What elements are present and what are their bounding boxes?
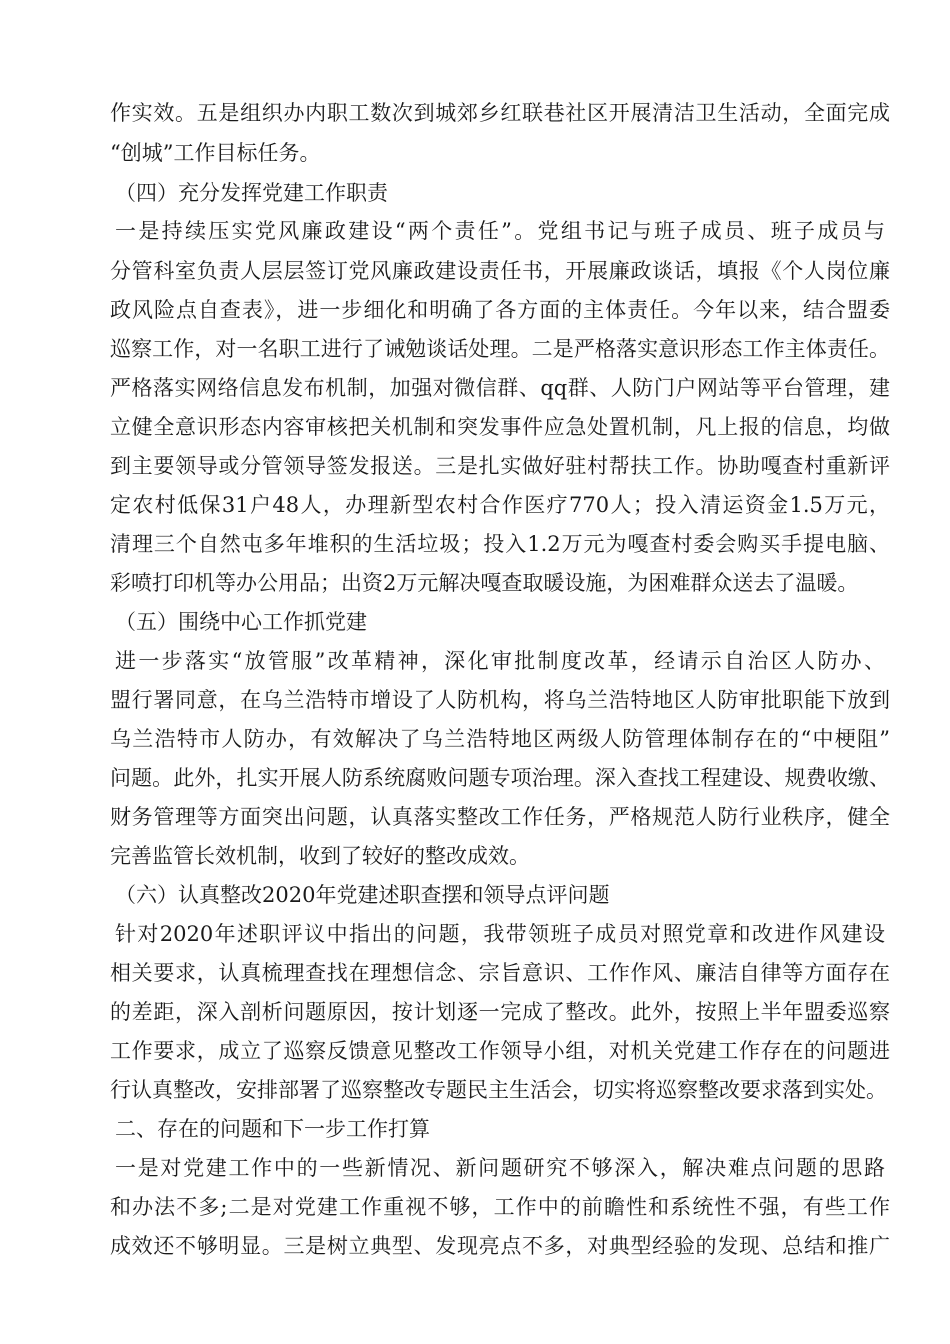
text-line: 分管科室负责人层层签订党风廉政建设责任书，开展廉政谈话，填报《个人岗位廉 [110,259,890,283]
text-line: 盟行署同意，在乌兰浩特市增设了人防机构，将乌兰浩特地区人防审批职能下放到 [110,688,890,712]
text-line: 乌兰浩特市人防办，有效解决了乌兰浩特地区两级人防管理体制存在的“中梗阻” [110,727,890,751]
text-line: 工作要求，成立了巡察反馈意见整改工作领导小组，对机关党建工作存在的问题进 [110,1039,890,1063]
text-line: 和办法不多;二是对党建工作重视不够，工作中的前瞻性和系统性不强，有些工作 [110,1195,890,1219]
text-line: 严格落实网络信息发布机制，加强对微信群、qq群、人防门户网站等平台管理，建 [110,376,890,400]
text-line: 彩喷打印机等办公用品；出资2万元解决嘎查取暖设施，为困难群众送去了温暖。 [110,571,859,595]
section-heading: （六）认真整改2020年党建述职查摆和领导点评问题 [115,883,610,907]
text-line: 财务管理等方面突出问题，认真落实整改工作任务，严格规范人防行业秩序，健全 [110,805,890,829]
text-line: 巡察工作，对一名职工进行了诫勉谈话处理。二是严格落实意识形态工作主体责任。 [110,337,890,361]
section-heading: （五）围绕中心工作抓党建 [115,610,367,634]
text-line: 成效还不够明显。三是树立典型、发现亮点不多，对典型经验的发现、总结和推广 [110,1234,890,1258]
text-line: 问题。此外，扎实开展人防系统腐败问题专项治理。深入查找工程建设、规费收缴、 [110,766,890,790]
text-line: 一是持续压实党风廉政建设“两个责任”。党组书记与班子成员、班子成员与 [115,219,885,243]
text-line: “创城”工作目标任务。 [110,141,321,165]
text-line: 立健全意识形态内容审核把关机制和突发事件应急处置机制，凡上报的信息，均做 [110,415,890,439]
text-line: 针对2020年述职评议中指出的问题，我带领班子成员对照党章和改进作风建设 [115,922,885,946]
text-line: 相关要求，认真梳理查找在理想信念、宗旨意识、工作作风、廉洁自律等方面存在 [110,961,890,985]
section-heading: （四）充分发挥党建工作职责 [115,181,388,205]
text-line: 进一步落实“放管服”改革精神，深化审批制度改革，经请示自治区人防办、 [115,649,885,673]
text-line: 定农村低保31户48人，办理新型农村合作医疗770人；投入清运资金1.5万元， [110,493,890,517]
text-line: 政风险点自查表》，进一步细化和明确了各方面的主体责任。今年以来，结合盟委 [110,298,890,322]
text-line: 清理三个自然屯多年堆积的生活垃圾；投入1.2万元为嘎查村委会购买手提电脑、 [110,532,890,556]
text-line: 的差距，深入剖析问题原因，按计划逐一完成了整改。此外，按照上半年盟委巡察 [110,1000,890,1024]
text-line: 到主要领导或分管领导签发报送。三是扎实做好驻村帮扶工作。协助嘎查村重新评 [110,454,890,478]
text-line: 完善监管长效机制，收到了较好的整改成效。 [110,844,530,868]
text-line: 一是对党建工作中的一些新情况、新问题研究不够深入，解决难点问题的思路 [115,1156,885,1180]
text-line: 作实效。五是组织办内职工数次到城郊乡红联巷社区开展清洁卫生活动，全面完成 [110,101,890,125]
section-heading: 二、存在的问题和下一步工作打算 [115,1117,430,1141]
text-line: 行认真整改，安排部署了巡察整改专题民主生活会，切实将巡察整改要求落到实处。 [110,1078,887,1102]
